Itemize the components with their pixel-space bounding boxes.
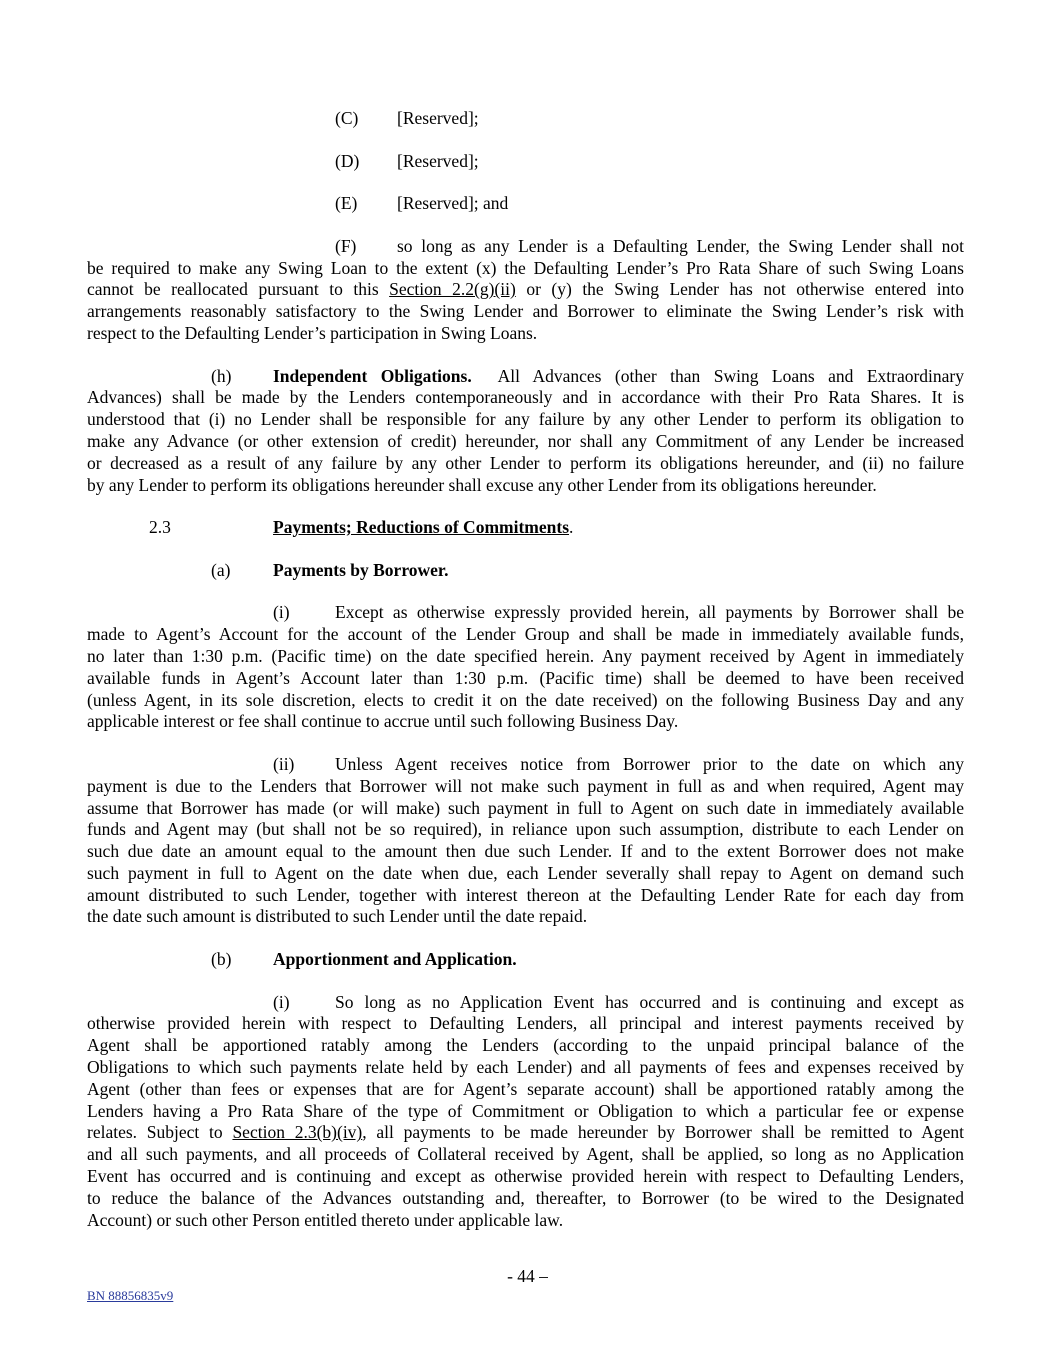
- subsection-heading-a: [87, 560, 964, 582]
- text-line: Agent (other than fees or expenses that are for Agent’s separate account) shall be apportioned ratably among the: [87, 1078, 964, 1099]
- paragraph-f: [87, 236, 964, 345]
- line-text: so long as any Lender is a Defaulting Lender, the Swing Lender shall not: [397, 235, 964, 256]
- text-line: payment is due to the Lenders that Borrower will not make such payment in full as and when required, Agent may: [87, 775, 964, 796]
- text-line: Lenders having a Pro Rata Share of the type of Commitment or Obligation to which a particular fee or expense: [87, 1100, 964, 1121]
- item-label: (i): [273, 602, 290, 623]
- paragraph-heading: Independent Obligations.: [273, 365, 472, 386]
- text-line: Account) or such other Person entitled thereto under applicable law.: [87, 1209, 564, 1230]
- paragraph-a-i: [87, 602, 964, 733]
- text-line: understood that (i) no Lender shall be responsible for any failure by any other Lender to perform its obligation to: [87, 409, 964, 430]
- item-text: [Reserved]; and: [397, 193, 509, 214]
- text-line: Obligations to which such payments relate held by each Lender) and all payments of fees and expenses received by: [87, 1057, 964, 1078]
- text-line: amount distributed to such Lender, together with interest thereon at the Defaulting Lender Rate for each day from: [87, 884, 964, 905]
- paragraph-a-ii: [87, 754, 964, 928]
- item-label: (D): [335, 150, 360, 171]
- item-label: (E): [335, 193, 358, 214]
- text-line: Event has occurred and is continuing and except as otherwise provided herein with respect to Defaulting Lenders,: [87, 1166, 964, 1187]
- text-line: Advances) shall be made by the Lenders contemporaneously and in accordance with their Pro Rata Shares. It is: [87, 387, 964, 408]
- text-line: the date such amount is distributed to such Lender until the date repaid.: [87, 906, 588, 927]
- text-line: cannot be reallocated pursuant to this Section 2.2(g)(ii) or (y) the Swing Lender has not otherwise entered into: [87, 279, 964, 300]
- item-label: (h): [211, 365, 232, 386]
- item-label: (C): [335, 108, 359, 128]
- text-line: relates. Subject to Section 2.3(b)(iv), all payments to be made hereunder by Borrower shall be remitted to Agent: [87, 1122, 964, 1143]
- text-line: (unless Agent, in its sole discretion, elects to credit it on the date received) on the following Business Day and any: [87, 689, 964, 710]
- text-line: by any Lender to perform its obligations hereunder shall excuse any other Lender from its obligations hereunder.: [87, 474, 877, 495]
- text-line: (i) So long as no Application Event has occurred and is continuing and except as: [273, 991, 964, 1012]
- text-line: to reduce the balance of the Advances outstanding and, thereafter, to Borrower (to be wired to the Designated: [87, 1187, 964, 1208]
- text-line: make any Advance (or other extension of credit) hereunder, nor shall any Commitment of any Lender be increased: [87, 430, 964, 451]
- paragraph-b-i: [87, 992, 964, 1232]
- subsection-heading-b: [87, 949, 964, 971]
- text-line: Agent shall be apportioned ratably among the Lenders (according to the unpaid principal balance of the: [87, 1035, 964, 1056]
- subsection-title: Apportionment and Application.: [273, 949, 517, 970]
- list-item-e: [87, 193, 964, 215]
- text-line: (ii) Unless Agent receives notice from Borrower prior to the date on which any: [273, 753, 964, 774]
- document-id-link[interactable]: BN 88856835v9: [87, 1288, 174, 1303]
- text-line: or decreased as a result of any failure by any other Lender to perform its obligations hereunder, and (ii) no failure: [87, 452, 964, 473]
- text-line: available funds in Agent’s Account later than 1:30 p.m. (Pacific time) shall be deemed to have been received: [87, 667, 964, 688]
- section-number: 2.3: [149, 517, 171, 538]
- item-label: (a): [211, 559, 231, 580]
- text-line: funds and Agent may (but shall not be so required), in reliance upon such assumption, distribute to each Lender on: [87, 819, 964, 840]
- item-label: (i): [273, 991, 290, 1012]
- text-line: [87, 236, 964, 258]
- text-line: such due date an amount equal to the amount then due such Lender. If and to the extent Borrower does not make: [87, 841, 964, 862]
- text-line: such payment in full to Agent on the date when due, each Lender severally shall repay to Agent on demand such: [87, 862, 964, 883]
- text-line: applicable interest or fee shall continue to accrue until such following Business Day.: [87, 711, 679, 732]
- item-label: (ii): [273, 753, 295, 774]
- text-line: be required to make any Swing Loan to the extent (x) the Defaulting Lender’s Pro Rata Share of such Swing Loans: [87, 257, 964, 278]
- section-reference-link[interactable]: Section 2.2(g)(ii): [389, 279, 516, 300]
- text-line: no later than 1:30 p.m. (Pacific time) on the date specified herein. Any payment received by Agent in immediately: [87, 645, 964, 666]
- section-title: Payments; Reductions of Commitments: [273, 517, 570, 538]
- text-line: (h) Independent Obligations. All Advances (other than Swing Loans and Extraordinary: [211, 365, 964, 386]
- text-line: (i) Except as otherwise expressly provided herein, all payments by Borrower shall be: [273, 602, 964, 623]
- text-line: and all such payments, and all proceeds of Collateral received by Agent, shall be applied, so long as no Application: [87, 1144, 964, 1165]
- section-reference-link[interactable]: Section 2.3(b)(iv): [232, 1122, 363, 1143]
- item-label: (F): [335, 235, 357, 256]
- page-number: - 44 –: [507, 1266, 548, 1286]
- subsection-title: Payments by Borrower.: [273, 559, 449, 580]
- section-heading: 2.3 Payments; Reductions of Commitments.: [149, 517, 574, 538]
- item-label: (b): [211, 949, 232, 970]
- text-line: assume that Borrower has made (or will make) such payment in full to Agent on such date in immediately available: [87, 797, 964, 818]
- item-text: [Reserved];: [397, 108, 479, 128]
- item-text: [Reserved];: [397, 150, 479, 171]
- text-line: made to Agent’s Account for the account of the Lender Group and shall be made in immediately available funds,: [87, 624, 964, 645]
- text-line: respect to the Defaulting Lender’s participation in Swing Loans.: [87, 322, 538, 343]
- list-item-d: [87, 151, 964, 173]
- list-item-c: [87, 108, 964, 130]
- document-page: [87, 108, 964, 1231]
- text-line: otherwise provided herein with respect to Defaulting Lenders, all principal and interest payments received by: [87, 1013, 964, 1034]
- text-line: arrangements reasonably satisfactory to the Swing Lender and Borrower to eliminate the Swing Lender’s risk with: [87, 301, 964, 322]
- paragraph-h: [87, 366, 964, 497]
